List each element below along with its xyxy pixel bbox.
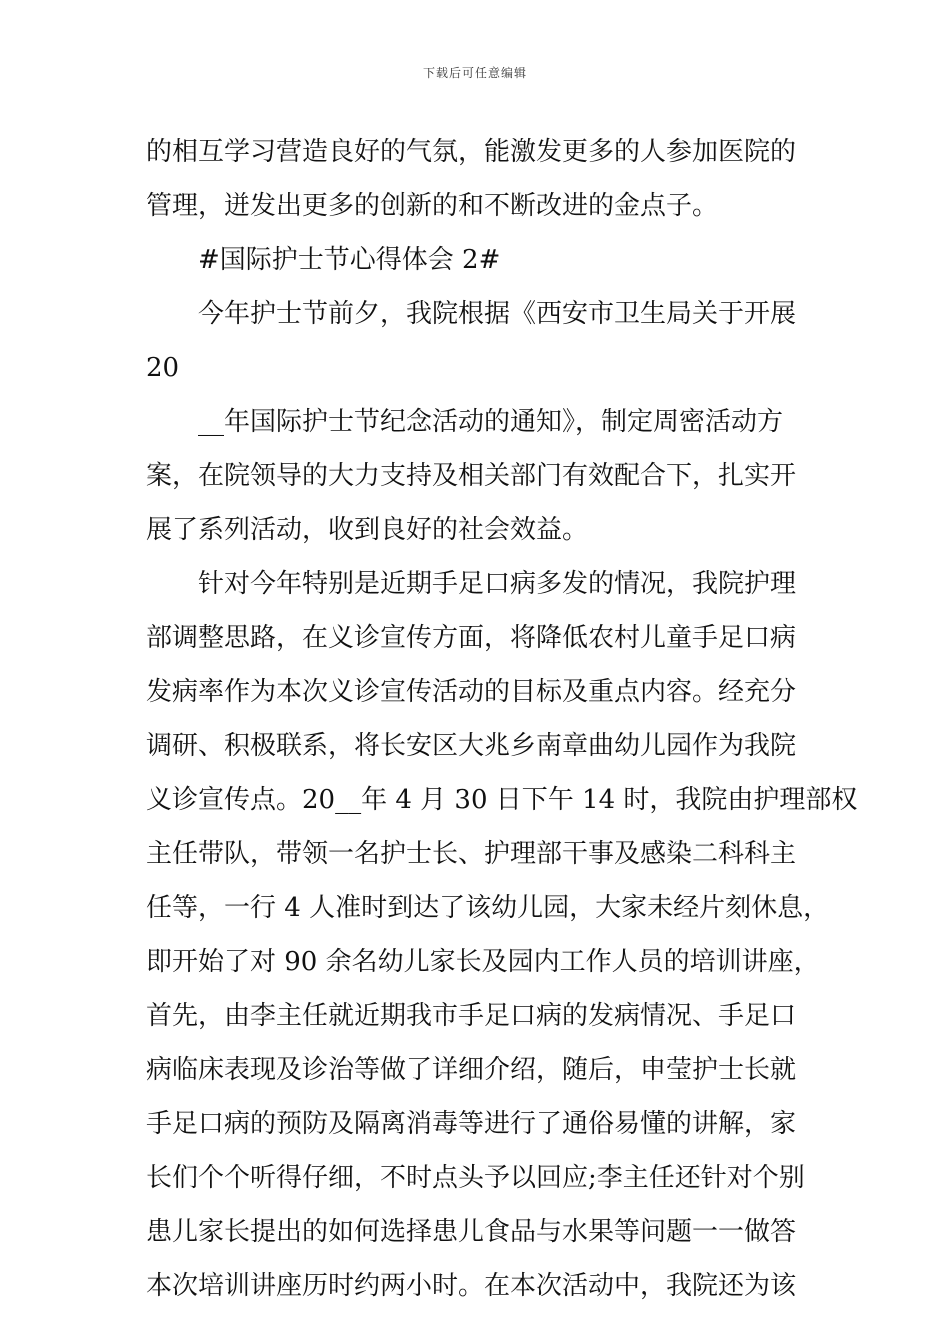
text-line: 案，在院领导的大力支持及相关部门有效配合下，扎实开 [146,461,797,491]
text-line: __年国际护士节纪念活动的通知》，制定周密活动方 [198,407,784,437]
text-line: 管理，迸发出更多的创新的和不断改进的金点子。 [146,191,719,221]
document-body [146,125,858,1313]
text-line: 义诊宣传点。20__年 4 月 30 日下午 14 时，我院由护理部权 [146,785,858,815]
text-line: 手足口病的预防及隔离消毒等进行了通俗易懂的讲解，家 [146,1109,797,1139]
section-heading: #国际护士节心得体会 2# [198,245,501,275]
text-line: 调研、积极联系，将长安区大兆乡南章曲幼儿园作为我院 [146,731,797,761]
text-line: 的相互学习营造良好的气氛，能激发更多的人参加医院的 [146,137,797,167]
text-line: 今年护士节前夕，我院根据《西安市卫生局关于开展 [198,299,797,329]
text-line: 患儿家长提出的如何选择患儿食品与水果等问题一一做答 [146,1217,797,1247]
text-line: 任等，一行 4 人准时到达了该幼儿园，大家未经片刻休息， [146,893,830,923]
text-line: 针对今年特别是近期手足口病多发的情况，我院护理 [198,569,797,599]
page-header: 下载后可任意编辑 [422,66,527,80]
text-line: 本次培训讲座历时约两小时。在本次活动中，我院还为该 [146,1271,797,1301]
text-line: 病临床表现及诊治等做了详细介绍，随后，申莹护士长就 [146,1055,797,1085]
text-line: 部调整思路，在义诊宣传方面，将降低农村儿童手足口病 [146,623,797,653]
text-line: 即开始了对 90 余名幼儿家长及园内工作人员的培训讲座， [146,947,820,977]
text-line: 首先，由李主任就近期我市手足口病的发病情况、手足口 [146,1001,797,1031]
text-line: 发病率作为本次义诊宣传活动的目标及重点内容。经充分 [146,677,797,707]
text-line: 主任带队，带领一名护士长、护理部干事及感染二科科主 [146,839,797,869]
text-line: 20 [146,353,180,383]
text-line: 展了系列活动，收到良好的社会效益。 [146,515,589,545]
text-line: 长们个个听得仔细，不时点头予以回应;李主任还针对个别 [146,1163,805,1193]
